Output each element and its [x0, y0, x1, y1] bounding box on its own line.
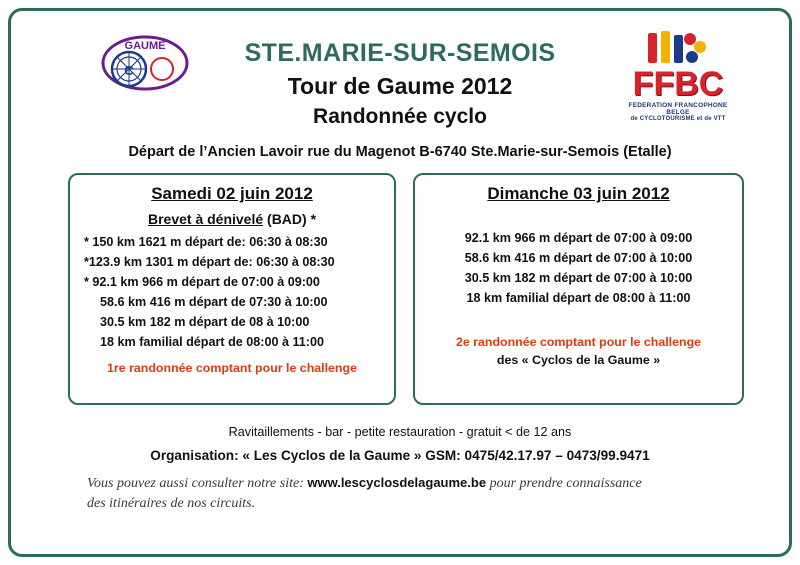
saturday-box: [68, 173, 396, 405]
start-location: Départ de l’Ancien Lavoir rue du Magenot B-6740 Ste.Marie-sur-Semois (Etalle): [128, 144, 672, 160]
saturday-bad-label: [70, 211, 394, 227]
sunday-challenge-note-line1: 2e randonnée comptant pour le challenge: [455, 335, 702, 349]
list-item: * 92.1 km 966 m départ de 07:00 à 09:00: [84, 275, 320, 289]
svg-text:C: C: [124, 63, 134, 78]
list-item: 58.6 km 416 m départ de 07:30 à 10:00: [100, 295, 328, 309]
sunday-box: [413, 173, 744, 405]
list-item: *123.9 km 1301 m départ de: 06:30 à 08:30: [84, 255, 335, 269]
town-title: STE.MARIE-SUR-SEMOIS: [244, 39, 556, 67]
ffbc-acronym: FFBC: [632, 65, 724, 103]
bad-suffix: (BAD) *: [267, 211, 317, 227]
saturday-route-list: [70, 232, 394, 352]
organisation-line: Organisation: « Les Cyclos de la Gaume » GSM: 0475/42.17.97 – 0473/99.9471: [150, 448, 650, 463]
saturday-challenge-note: 1re randonnée comptant pour le challenge: [107, 361, 357, 375]
list-item: 58.6 km 416 m départ de 07:00 à 10:00: [464, 251, 693, 265]
website-line: [87, 473, 727, 514]
ffbc-federation-line2: de CYCLOTOURISME et de VTT: [630, 116, 726, 122]
poster-frame: [8, 8, 792, 557]
bad-underlined-text: Brevet à dénivelé: [147, 211, 264, 227]
list-item: 18 km familial départ de 08:00 à 11:00: [100, 335, 325, 349]
event-title: Tour de Gaume 2012: [287, 73, 513, 99]
website-line2: des itinéraires de nos circuits.: [87, 496, 256, 511]
list-item: * 150 km 1621 m départ de: 06:30 à 08:30: [84, 235, 328, 249]
list-item: 18 km familial départ de 08:00 à 11:00: [466, 291, 691, 305]
sunday-title: Dimanche 03 juin 2012: [487, 184, 670, 203]
event-subtitle: Randonnée cyclo: [313, 105, 487, 128]
list-item: 92.1 km 966 m départ de 07:00 à 09:00: [464, 231, 693, 245]
saturday-title: Samedi 02 juin 2012: [151, 184, 313, 203]
list-item: 30.5 km 182 m départ de 07:00 à 10:00: [464, 271, 693, 285]
services-line: Ravitaillements - bar - petite restauration - gratuit < de 12 ans: [228, 425, 572, 439]
svg-text:GAUME: GAUME: [124, 40, 166, 52]
sunday-challenge-note-line2: des « Cyclos de la Gaume »: [496, 353, 661, 367]
website-suffix: pour prendre connaissance: [486, 476, 642, 491]
sunday-route-list: [415, 228, 742, 308]
ffbc-federation-line1: FEDERATION FRANCOPHONE BELGE: [628, 102, 728, 116]
website-url[interactable]: www.lescyclosdelagaume.be: [307, 475, 487, 490]
list-item: 30.5 km 182 m départ de 08 à 10:00: [100, 315, 310, 329]
website-prefix: Vous pouvez aussi consulter notre site:: [87, 476, 308, 491]
